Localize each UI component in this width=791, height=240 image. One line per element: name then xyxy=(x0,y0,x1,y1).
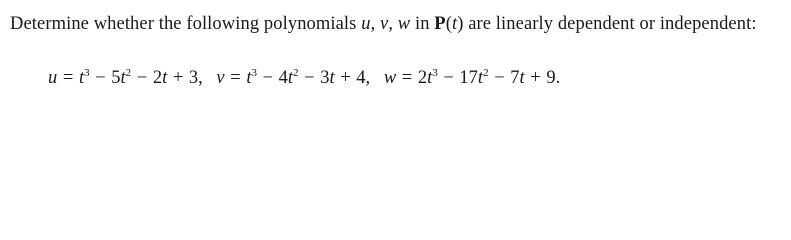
prompt-text-end: are linearly dependent or independent: xyxy=(463,14,757,34)
space-symbol: P xyxy=(434,14,446,34)
equation-w: $w = 2t^3 - 17t^2 - 7t + 9$. xyxy=(383,67,561,88)
problem-statement xyxy=(0,0,791,114)
polynomial-equations xyxy=(48,68,560,89)
var-v: v xyxy=(380,14,389,34)
var-w: w xyxy=(397,14,411,34)
var-u: u xyxy=(361,14,371,34)
equation-v: $v = t^3 - 4t^2 - 3t + 4$, xyxy=(216,67,371,88)
problem-prompt: Determine whether the following polynomials u, v, w in P(t) are linearly dependent or independent: xyxy=(10,14,757,34)
prompt-text-in: in xyxy=(410,14,435,34)
prompt-text-start: Determine whether the following polynomials xyxy=(10,14,362,34)
space-arg: t xyxy=(451,14,458,34)
equation-u: $u = t^3 - 5t^2 - 2t + 3$, xyxy=(48,67,203,88)
